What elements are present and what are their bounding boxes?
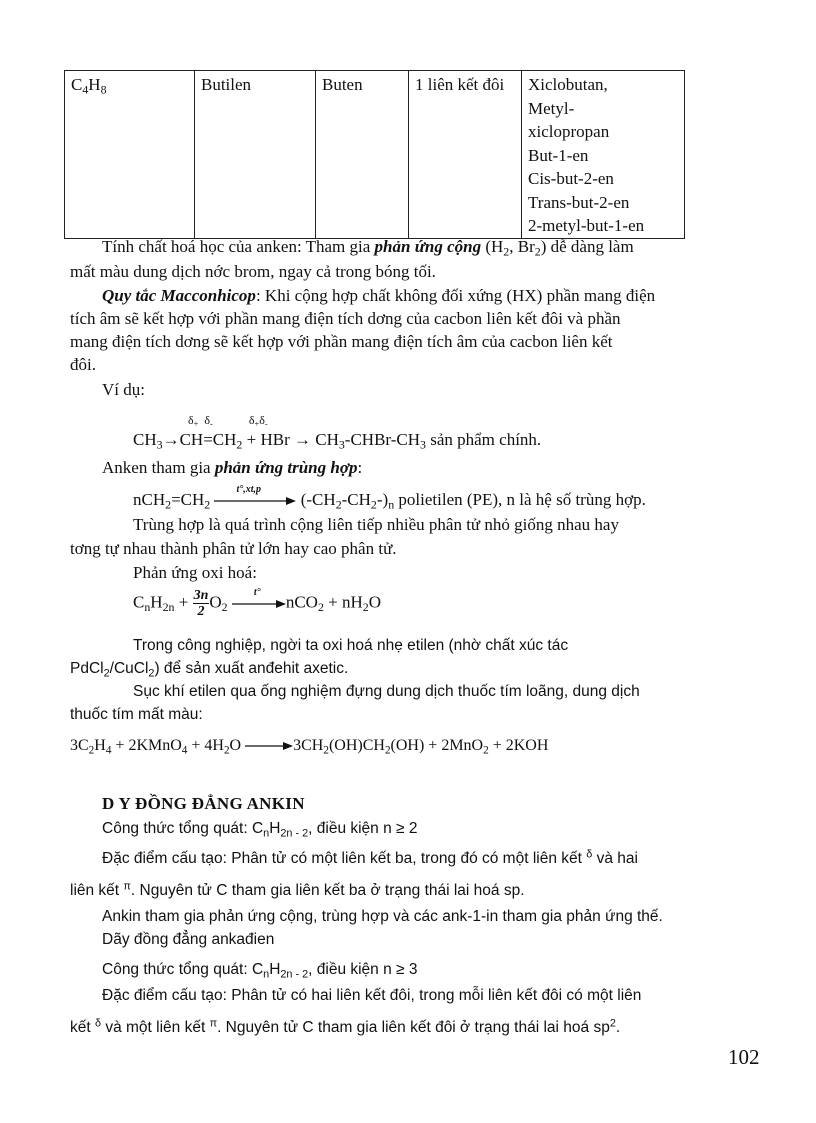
isomer-item: 2-metyl-but-1-en: [528, 216, 645, 235]
example-label: Ví dụ:: [102, 380, 145, 399]
table-row: [65, 71, 685, 239]
text-line: Trùng hợp là quá trình cộng liên tiếp nhiều phân tử nhỏ giống nhau hay: [133, 515, 619, 534]
text-line: Ankin tham gia phản ứng cộng, trùng hợp và các ank-1-in tham gia phản ứng thế.: [102, 908, 663, 925]
name-cell: Buten: [316, 71, 409, 239]
structure-line: kết $^\delta$ và một liên kết $^\pi$. Nguyên tử C tham gia liên kết đôi ở trạng thái lai hoá $sp^2$.: [70, 1017, 621, 1036]
polymer-equation: $nCH_2=CH_2$ t°,xt,p $(-CH_2-CH_2-)_n$ polietilen (PE), n là hệ số trùng hợp.: [133, 484, 646, 512]
bond-cell: 1 liên kết đôi: [409, 71, 522, 239]
text-line: tích âm sẽ kết hợp với phần mang điện tích dơng của cacbon liên kết đôi và phần: [70, 309, 621, 328]
text-line: Trong công nghiệp, ngời ta oxi hoá nhẹ etilen (nhờ chất xúc tác: [133, 637, 569, 654]
general-formula: Công thức tổng quát: $C_nH_{2n - 2}$, điều kiện n ≥ 2: [102, 820, 418, 840]
section-heading: D Y ĐỒNG ĐẲNG ANKIN: [102, 794, 305, 813]
isomer-item: But-1-en: [528, 145, 589, 165]
charge-labels: $\delta_+$ $\delta_-$ $\delta_+\delta_-$: [188, 413, 268, 429]
structure-line: liên kết $^\pi$. Nguyên tử C tham gia liên kết ba ở trạng thái lai hoá sp.: [70, 880, 525, 899]
fraction: $\frac{3n}{2}$: [193, 588, 209, 619]
text-line: Sục khí etilen qua ống nghiệm đựng dung dịch thuốc tím loãng, dung dịch: [133, 683, 640, 700]
text-line: Đặc điểm cấu tạo: Phân tử có hai liên kết đôi, trong mỗi liên kết đôi có một liên: [102, 987, 642, 1004]
combustion-equation: $C_nH_{2n}$ + $\frac{3n}{2}O_2$ t° $nCO_2 + nH_2O$: [133, 586, 382, 619]
reaction-arrow: t°: [232, 597, 286, 611]
isomer-item: Trans-but-2-en: [528, 192, 630, 212]
chem-property-line: Tính chất hoá học của anken: Tham gia phản ứng cộng ($H_2$, $Br_2$) dễ dàng làm: [102, 237, 634, 259]
polymer-intro: Anken tham gia phản ứng trùng hợp:: [102, 458, 363, 477]
structure-line: Đặc điểm cấu tạo: Phân tử có một liên kết ba, trong đó có một liên kết $^\delta$ và hai: [102, 848, 638, 867]
oxidation-label: Phản ứng oxi hoá:: [133, 563, 257, 582]
isomer-item: xiclopropan: [528, 122, 610, 141]
reaction-arrow: [245, 740, 293, 752]
formula-cell: $C_4H_8$: [65, 71, 195, 239]
addition-equation: $CH_3\to CH=CH_2$ + HBr → $CH_3-CHBr-CH_3$ sản phẩm chính.: [133, 430, 542, 452]
rule-line: Quy tắc Macconhicop: Khi cộng hợp chất không đối xứng (HX) phần mang điện: [102, 286, 656, 305]
isomer-cell: [522, 71, 685, 239]
text-line: thuốc tím mất màu:: [70, 706, 203, 723]
text-line: PdCl$_2$/CuCl$_2$) để sản xuất anđehit axetic.: [70, 660, 349, 680]
kmno4-equation: $3C_2H_4$ + 2KMnO$_4$ + $4H_2O$ $3CH_2(OH)CH_2(OH) + 2MnO_2 + 2KOH$: [70, 737, 549, 757]
text-line: đôi.: [70, 355, 96, 374]
isomer-item: Cis-but-2-en: [528, 169, 614, 188]
text-line: mất màu dung dịch nớc brom, ngay cả trong bóng tối.: [70, 262, 436, 281]
reaction-arrow: t°,xt,p: [214, 494, 296, 508]
text-line: mang điện tích dơng sẽ kết hợp với phần mang điện tích âm của cacbon liên kết: [70, 332, 613, 351]
general-formula: Công thức tổng quát: $C_nH_{2n - 2}$, điều kiện n ≥ 3: [102, 961, 418, 981]
isomer-item: Xiclobutan,: [528, 75, 608, 94]
name-cell: Butilen: [195, 71, 316, 239]
isomer-table: [64, 70, 685, 239]
isomer-item: Metyl-: [528, 98, 575, 118]
text-line: tơng tự nhau thành phân tử lớn hay cao phân tử.: [70, 539, 397, 558]
page-number: 102: [728, 1045, 760, 1069]
subsection-heading: Dãy đồng đẳng ankađien: [102, 931, 275, 948]
